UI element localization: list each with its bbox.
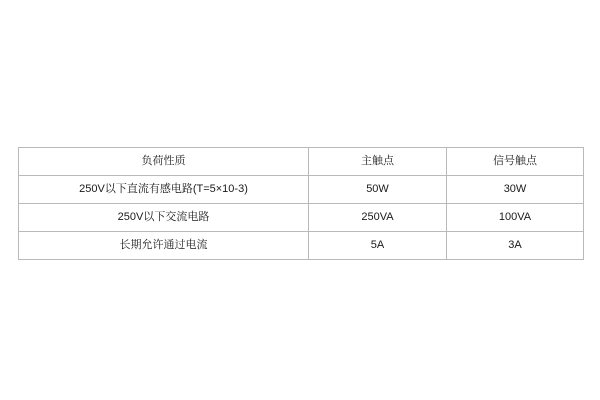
cell-load-type: 250V以下交流电路: [19, 204, 309, 232]
cell-load-type: 250V以下直流有感电路(T=5×10-3): [19, 176, 309, 204]
column-header-load-type: 负荷性质: [19, 148, 309, 176]
cell-signal-contact: 3A: [447, 232, 584, 260]
cell-signal-contact: 30W: [447, 176, 584, 204]
cell-main-contact: 5A: [309, 232, 447, 260]
table-row: [19, 232, 584, 260]
table-row: [19, 204, 584, 232]
cell-signal-contact: 100VA: [447, 204, 584, 232]
table-header-row: [19, 148, 584, 176]
cell-load-type: 长期允许通过电流: [19, 232, 309, 260]
spec-table-container: [18, 147, 583, 260]
column-header-signal-contact: 信号触点: [447, 148, 584, 176]
cell-main-contact: 50W: [309, 176, 447, 204]
table-row: [19, 176, 584, 204]
cell-main-contact: 250VA: [309, 204, 447, 232]
contact-rating-table: [18, 147, 584, 260]
column-header-main-contact: 主触点: [309, 148, 447, 176]
